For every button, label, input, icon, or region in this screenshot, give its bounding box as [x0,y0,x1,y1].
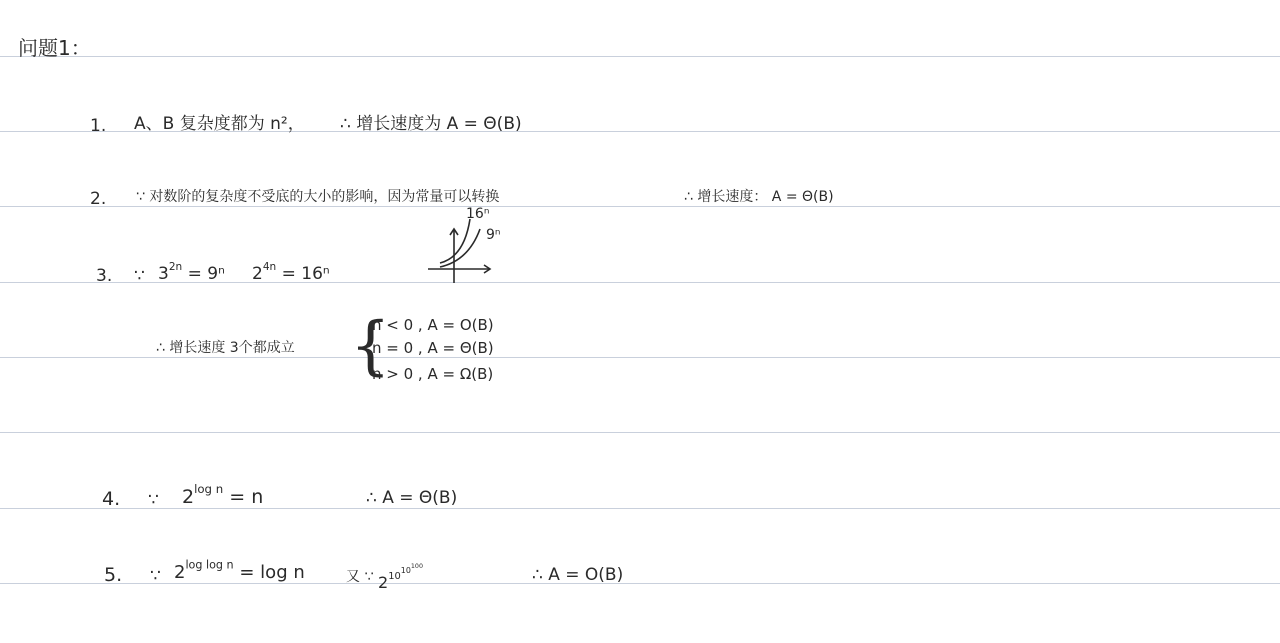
ruled-line [0,206,1280,207]
item-4-number: 4. [102,488,121,510]
cases-brace: { [350,309,391,383]
item-3-equation-2: $2^{4n} = 16^n$ [252,261,330,284]
item-3-number: 3. [96,266,113,286]
curve-16n [440,219,470,263]
item-3-lead: ∴ 增长速度 3个都成立 [156,340,295,356]
case-zero: n = 0 , A = Θ(B) [372,339,494,357]
case-negative: n < 0 , A = O(B) [372,316,494,334]
ruled-line [0,583,1280,584]
item-3-equation-1: $3^{2n} = 9^n$ [158,261,225,284]
item-5-because: ∵ [150,566,161,586]
item-2-number: 2. [90,189,107,209]
item-5-number: 5. [104,564,123,586]
item-4-because: ∵ [148,490,159,510]
ruled-line [0,357,1280,358]
item-3-because: ∵ [134,266,145,286]
ruled-line [0,56,1280,57]
graph-label-9n: 9ⁿ [486,227,501,243]
case-positive: n > 0 , A = Ω(B) [372,365,494,383]
item-2-premise: ∵ 对数阶的复杂度不受底的大小的影响，因为常量可以转换 [136,189,500,205]
page-title: 问题1： [18,36,91,60]
item-2-conclusion: ∴ 增长速度： A = Θ(B) [684,189,834,205]
item-5-and-because: 又 ∵ [346,569,374,585]
item-1-conclusion: ∴ 增长速度为 A = Θ(B) [340,114,522,134]
item-5-conclusion: ∴ A = O(B) [532,565,624,585]
ruled-line [0,508,1280,509]
item-5-power-tower: $2^{10^{10^{100}}}$ [378,563,423,592]
item-5-equation: $2^{log log n} = \log n$ [174,558,305,583]
graph-label-16n: 16ⁿ [466,206,490,222]
item-4-equation: $2^{log n} = n$ [182,482,264,508]
item-4-conclusion: ∴ A = Θ(B) [366,488,458,508]
item-1-number: 1. [90,116,107,136]
item-1-premise: A、B 复杂度都为 n²， [134,114,305,134]
ruled-line [0,432,1280,433]
